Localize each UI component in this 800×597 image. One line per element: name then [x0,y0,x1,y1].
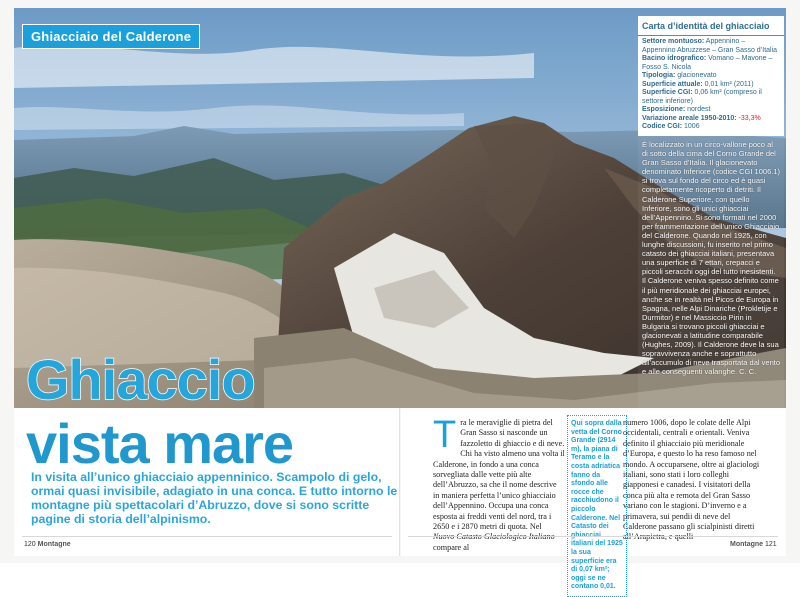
drop-cap: T [433,414,457,456]
column-1-end: compare al [433,542,470,552]
id-card-title: Carta d’identità del ghiacciaio [638,16,784,36]
fact-item: Tipologia: glacionevato [642,72,717,79]
fact-item: Esposizione: nordest [642,106,711,113]
magazine-brand-right: Montagne [730,541,764,548]
magazine-brand-left: Montagne [37,541,71,548]
fact-item: Superficie CGI: 0,06 km² (compreso il settore inferiore) [642,89,762,105]
headline-line-1: Ghiaccio [26,348,255,411]
glacier-id-card [638,16,784,408]
page-number-left: 120 [24,541,36,548]
fact-item: Codice CGI: 1006 [642,123,700,130]
headline-line-2: vista mare [26,412,294,475]
fact-item: Bacino idrografico: Vomano – Mavone – Fosso S. Nicola [642,55,773,71]
column-1-text: ra le meraviglie di pietra del Gran Sasso si nasconde un fazzoletto di ghiaccio e di neve. Chi ha visto almeno una volta il Calderone, in fondo a una conca sorvegliata dalle vette più alte dell’Abruzzo, sa che il nome descrive in maniera perfetta l’unico ghiacciaio dell’Appennino. Occupa una conca esposta ai freddi venti del nord, tra i 2650 e i 2870 metri di quota. Nel [433,418,565,532]
fact-item: Superficie attuale: 0,01 km² (2011) [642,80,754,88]
section-tag: Ghiacciaio del Calderone [22,24,200,49]
id-card-facts [638,36,784,136]
fact-item: Variazione areale 1950-2010: -33,3% [642,114,761,122]
photo-caption: Qui sopra dalla vetta del Corno Grande (2914 m), la piana di Teramo e la costa adriatica fanno da sfondo alle rocce che racchiudono il piccolo Calderone. Nel Catasto dei italiani del 1925 la sua superficie era di 0,07 km²; oggi se ne contano 0,01. [567,415,627,597]
fact-item: Settore montuoso: Appennino – Appennino Abruzzese – Gran Sasso d’Italia [642,38,778,54]
id-card-body: È localizzato in un circo-vallone poco al di sotto della cima del Corno Grande del Gran Sasso d’Italia. Il glacionevato denominato Inferiore (codice CGI 1006.1) si trova sul fondo del circo ed è quasi completamente ricoperto di detriti. Il Calderone Superiore, con quello Inferiore, sono gli unici ghiacciai dell’Appennino. Si sono formati nel 2000 per frammentazione dell’unico Ghiacciaio del Calderone. Quando nel 1925, con lunghe discussioni, fu inserito nel primo catasto dei ghiacciai italiani, presentava una superficie di 7 ettari, crepacci e piccoli seracchi oggi del tutto inesistenti. Il Calderone veniva spesso definito come il più meridionale dei ghiacciai europei, anche se in realtà nel Picos de Europa in Spagna, nelle Alpi Dinariche (Prokletije e Durmitor) e nel Massiccio Pirin in Bulgaria si trovano piccoli ghiacciai e glacionevati a latitudine comparabile (Hughes, 2009). Il Calderone deve la sua sopravvivenza anche e soprattutto all’accumulo di neve trasportata dal vento e alle conseguenti valanghe. C. C. [642,140,780,377]
page-number-right: 121 [765,541,777,548]
footer-rule-right [408,536,778,537]
article-column-1 [433,414,565,553]
footer-rule-left [22,536,392,537]
article-column-2: numero 1006, dopo le colate delle Alpi occidentali, centrali e orientali. Veniva definito il ghiacciaio più meridionale d’Europa, e questo lo ha reso famoso nel mondo. A occuparsene, oltre ai glaciologi italiani, sono stati i loro colleghi giapponesi e canadesi. I visitatori della conca più alta e remota del Gran Sasso variano con le stagioni. D’inverno e a primavera, sui pendii di neve del Calderone passano gli scialpinisti diretti [623,418,760,532]
standfirst: In visita all’unico ghiacciaio appenninico. Scampolo di gelo, ormai quasi invisibile, adagiato in una conca. E tutto intorno le montagne più spettacolari d’Abruzzo, dove si sono scritte pagine di storia dell’alpinismo. [31,470,398,526]
footer-left [24,541,71,548]
footer-right [730,541,777,548]
